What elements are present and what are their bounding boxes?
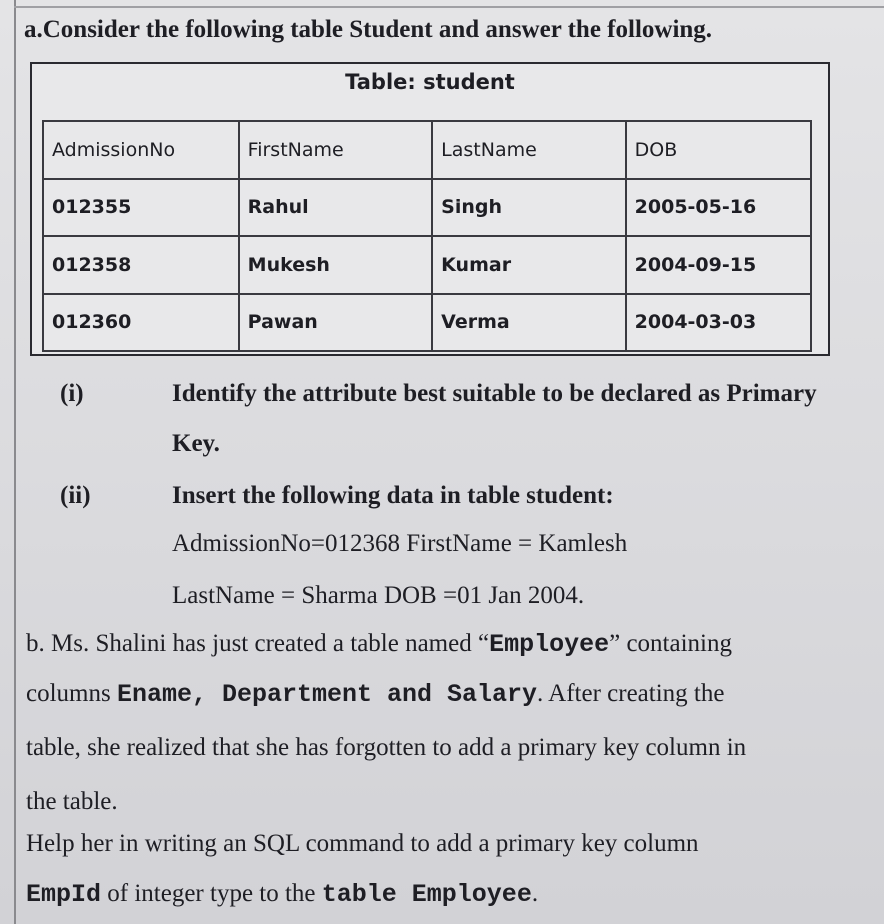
part-b-line: the table. — [26, 788, 118, 815]
code-run: Ename, Department and Salary — [116, 680, 538, 709]
column-header: DOB — [626, 121, 811, 179]
part-b-line — [26, 880, 538, 909]
column-header: AdmissionNo — [43, 121, 239, 179]
table-row — [43, 294, 811, 352]
part-b-line: table, she realized that she has forgotten to add a primary key column in — [26, 734, 747, 761]
student-table — [42, 120, 812, 352]
question-heading: a.Consider the following table Student and answer the following. — [24, 16, 713, 43]
question-text: Key. — [172, 430, 220, 457]
table-cell: Mukesh — [239, 236, 433, 294]
question-label: (i) — [60, 380, 84, 407]
text-run: ” containing — [609, 630, 732, 657]
table-row — [43, 236, 811, 294]
text-run: b. Ms. Shalini has just created a table named “ — [26, 630, 490, 657]
table-cell: Pawan — [239, 294, 433, 352]
student-table-frame — [30, 62, 830, 356]
code-run: EmpId — [26, 880, 102, 909]
text-run: columns — [26, 680, 117, 707]
question-text: Identify the attribute best suitable to be declared as Primary — [172, 380, 817, 407]
part-b-line — [26, 680, 724, 709]
table-header-row — [43, 121, 811, 179]
column-header: LastName — [432, 121, 626, 179]
question-label: (ii) — [60, 482, 91, 509]
table-cell: 2004-09-15 — [626, 236, 811, 294]
question-text: LastName = Sharma DOB =01 Jan 2004. — [172, 582, 585, 609]
part-b-line — [26, 630, 732, 659]
table-cell: Kumar — [432, 236, 626, 294]
table-cell: 2005-05-16 — [626, 179, 811, 237]
table-cell: 012360 — [43, 294, 239, 352]
table-row — [43, 179, 811, 237]
table-cell: 012358 — [43, 236, 239, 294]
text-run: . After creating the — [537, 680, 725, 707]
page-edge-top — [14, 6, 884, 8]
table-cell: Rahul — [239, 179, 433, 237]
table-title: Table: student — [345, 70, 515, 94]
table-cell: Singh — [432, 179, 626, 237]
code-run: table Employee — [321, 880, 532, 909]
text-run: . — [531, 880, 539, 907]
table-cell: 012355 — [43, 179, 239, 237]
code-run: Employee — [489, 630, 610, 659]
page-edge — [14, 0, 16, 924]
part-b-line: Help her in writing an SQL command to add a primary key column — [26, 830, 699, 857]
text-run: of integer type to the — [101, 880, 322, 907]
column-header: FirstName — [239, 121, 433, 179]
question-text: Insert the following data in table student: — [172, 482, 614, 509]
table-cell: Verma — [432, 294, 626, 352]
table-cell: 2004-03-03 — [626, 294, 811, 352]
question-text: AdmissionNo=012368 FirstName = Kamlesh — [172, 530, 628, 557]
